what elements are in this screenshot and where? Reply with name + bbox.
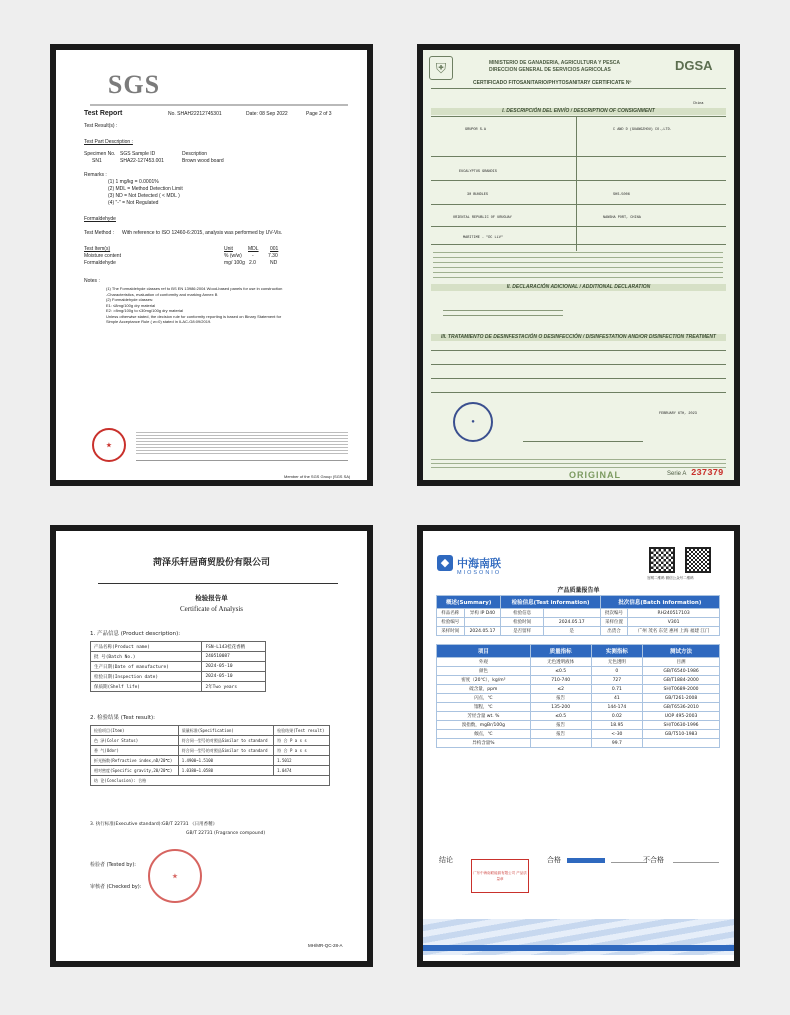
report-number: No. SHAH22212745301 (168, 111, 222, 117)
quality-report-sheet (423, 531, 734, 961)
th-mdl: MDL (248, 246, 259, 252)
remark-4: (4) "-" = Not Regulated (108, 200, 159, 206)
th-001: 001 (270, 246, 279, 252)
executive-standard-en: GB/T 22731 (Fragrance compound) (186, 831, 266, 836)
coa-subtitle: Certificate of Analysis (180, 605, 243, 613)
to-organization: China (693, 102, 704, 106)
conclusion-label: 结论 (439, 856, 453, 864)
th-unit: Unit (224, 246, 233, 252)
dgsa-logo: DGSA (675, 58, 713, 73)
remark-2: (2) MDL = Method Detection Limit (108, 186, 183, 192)
result-row: 芳烃含量 wt. % ≤0.5 0.02 UOP 495-2003 (437, 712, 720, 721)
note-6: Unless otherwise stated, the decision rule for conformity reporting is based on Binary Statement for (106, 313, 282, 319)
info-row: 检验日期(Inspection date) 2024-05-10 (91, 672, 266, 682)
section-product-description: 1. 产品信息 (Product description): (90, 631, 181, 637)
test-method-text: With reference to ISO 12460-6:2015, analysis was performed by UV-Vis. (122, 230, 283, 236)
issue-date: FEBRUARY 6TH, 2023 (659, 412, 697, 416)
sample-id-value: SHA22-127453.001 (120, 158, 164, 164)
remarks-label: Remarks : (84, 172, 107, 178)
fine-print-block (136, 430, 348, 456)
distinguishing-marks: SHS-5006 (613, 193, 630, 197)
remark-1: (1) 1 mg/kg = 0.0001% (108, 179, 159, 185)
results-label: Test Result(s) : (84, 123, 118, 129)
row-moisture-value: 7.30 (268, 253, 278, 259)
plant-name: EUCALYPTUS GRANDIS (459, 170, 497, 174)
row-formaldehyde-item: Formaldehyde (84, 260, 116, 266)
executive-standard: 3. 执行标准(Executive standard):GB/T 22731 《日用香精》 (90, 822, 218, 827)
point-of-entry: NANSHA PORT, CHINA (603, 216, 641, 220)
result-row: 异构含量% 99.7 (437, 739, 720, 748)
info-row: 保质期(Shelf life) 2年Two years (91, 682, 266, 692)
sgs-report-sheet (56, 50, 367, 480)
official-blue-stamp: ● (453, 402, 493, 442)
row-moisture-item: Moisture content (84, 253, 121, 259)
additional-declaration-text (443, 306, 563, 316)
row-formaldehyde-value: ND (270, 260, 278, 266)
col-sample-id: SGS Sample ID (120, 151, 156, 157)
remark-3: (3) ND = Not Detected ( < MDL ) (108, 193, 180, 199)
pass-underline (611, 862, 647, 863)
sgs-report-frame (50, 44, 373, 486)
result-row: 密度（20℃），kg/m³ 710-740 727 GB/T1884-2000 (437, 676, 720, 685)
ministry-name: MINISTERIO DE GANADERIA, AGRICULTURA Y PESCA (489, 60, 621, 66)
phyto-cert-sheet (423, 50, 734, 480)
result-row: 折光指数(Refractive index,nD/20℃) 1.4900~1.5100 1.5012 (91, 756, 330, 766)
summary-header-row: 概述(Summary) 检验信息(Test information) 批次信息(Batch information) (437, 596, 720, 609)
company-name: 菏泽乐轩居商贸股份有限公司 (152, 558, 270, 568)
brand-name-en: MIOSONIO (457, 570, 502, 576)
direction-name: DIRECCION GENERAL DE SERVICIOS AGRICOLAS (489, 67, 611, 73)
serial-number: 237379 (691, 468, 724, 478)
zhonghai-logo-icon: ◆ (437, 555, 453, 571)
info-row: 产品名称(Product name) FSN-L143桂花香精 (91, 642, 266, 652)
serie-label: Serie A (667, 471, 687, 477)
note-1: (1) The Formaldehyde classes ref to BS EN 13986:2004 Wood-based panels for use in construction (106, 286, 283, 291)
quality-seal-stamp: 广东中海南联能源有限公司 产品质量章 (471, 859, 529, 893)
quality-table-wrapper (436, 595, 720, 748)
test-method-label: Test Method : (84, 230, 115, 236)
place-of-origin: ORIENTAL REPUBLIC OF URUGUAY (453, 216, 512, 220)
company-red-seal: ★ (148, 849, 202, 903)
disclaimer-text (431, 456, 726, 468)
info-row: 生产日期(Date of manufacture) 2024-05-10 (91, 662, 266, 672)
part-description-label: Test Part Description : (84, 139, 133, 145)
row-moisture-unit: % (w/w) (224, 253, 242, 259)
sgs-logo: SGS (107, 70, 161, 99)
pass-label: 合格 (547, 856, 561, 864)
header-rule (98, 583, 338, 584)
footer-rule (136, 460, 348, 461)
result-row: 外观 无色透明液体 无色透明 目测 (437, 658, 720, 667)
exporter-name: GRUPOR S.A (465, 128, 487, 132)
uruguay-coat-of-arms-icon: ⛨ (429, 56, 453, 80)
note-4: E1: ≤8mg/100g dry material (106, 302, 156, 308)
sgs-logo-rule (90, 104, 348, 106)
note-5: E2: >8mg/100g to ≤30mg/100g dry material (106, 308, 184, 313)
note-3: (2) Formaldehyde classes: (106, 297, 154, 302)
result-row: 香 气(Odor) 符合同一型号的对照品Similar to standard 符 合 P a s s (91, 746, 330, 756)
section-consignment: I. DESCRIPCIÓN DEL ENVÍO / DESCRIPTION OF CONSIGNMENT (431, 108, 726, 115)
coa-sheet (56, 531, 367, 961)
conclusion-row: 结 论(Conclusion): 合格 (91, 776, 330, 786)
result-header-row: 检验项目(Item) 质量标准(Specification) 检验结果(Test result) (91, 726, 330, 736)
website-qr-code (649, 547, 675, 573)
qr-captions: 官网二维码 微信公众号二维码 (647, 576, 694, 580)
row-formaldehyde-unit: mg/ 100g (224, 260, 245, 266)
row-moisture-mdl: - (252, 253, 254, 259)
pass-mark-bar (567, 858, 605, 863)
consignee-name: C AND D (GUANGZHOU) CO.,LTD. (613, 128, 672, 132)
specimen-value: SN1 (92, 158, 102, 164)
result-row: 硫含量，ppm ≤2 0.71 SH/T0689-2000 (437, 685, 720, 694)
result-row: 相对密度(Specific gravity,20/20℃) 1.0380~1.0580 1.0474 (91, 766, 330, 776)
fail-label: 不合格 (643, 856, 664, 864)
result-row: 颜色 ≤0.5 0 GB/T6540-1986 (437, 667, 720, 676)
result-row: 闪点，℃ 报告 41 GB/T261-2008 (437, 694, 720, 703)
quality-report-frame (417, 525, 740, 967)
means-of-conveyance: MARITIME - "DC LLV" (463, 236, 503, 240)
info-row: 采样时间 2024.05.17 是否留样 是 出货合 广州 茂名 东莞 惠州 上海 福建 江门 (437, 627, 720, 636)
phyto-cert-frame (417, 44, 740, 486)
coa-frame (50, 525, 373, 967)
section-treatment: III. TRATAMIENTO DE DESINFESTACIÓN O DESINFECCIÓN / DISINFESTATION AND/OR DISINFECTION TREATMENT (431, 334, 726, 341)
notes-label: Notes : (84, 278, 100, 284)
brand-name-cn: 中海南联 (457, 557, 501, 570)
column-divider (576, 116, 577, 251)
section-additional-declaration: II. DECLARACIÓN ADICIONAL / ADDITIONAL DECLARATION (431, 284, 726, 291)
declaration-text (433, 248, 723, 280)
original-label: ORIGINAL (569, 470, 621, 480)
section-formaldehyde: Formaldehyde (84, 216, 116, 222)
report-title-cn: 产品质量报告单 (557, 587, 600, 594)
notes-list (106, 286, 351, 325)
note-7: Simple Acceptance Rule ( w=0) stated in ILAC-G8:09/2019. (106, 319, 212, 324)
result-row: 倾点，℃ 报告 <-30 GB/T510-1983 (437, 730, 720, 739)
section-test-result: 2. 检验结果 (Test result): (90, 715, 156, 721)
th-test-item: Test Item(s) (84, 246, 111, 252)
signature-line (523, 422, 643, 442)
sgs-red-stamp: ★ (92, 428, 126, 462)
quality-results-table (436, 644, 720, 748)
wechat-qr-code (685, 547, 711, 573)
result-row: 色 泽(Color Status) 符合同一型号的对照品Similar to standard 符 合 P a s s (91, 736, 330, 746)
sgs-footer: Member of the SGS Group (SGS SA) (284, 474, 351, 479)
row-formaldehyde-mdl: 2.0 (249, 260, 256, 266)
description-value: Brown wood board (182, 158, 224, 164)
info-row: 批 号(Batch No.) 240510087 (91, 652, 266, 662)
col-specimen: Specimen No. (84, 151, 116, 157)
note-2: -Characteristics, evaluation of conformity and marking Annex B (106, 291, 218, 297)
product-info-table (90, 641, 266, 692)
form-code: MH/MR-QC-28-A (308, 943, 343, 948)
results-header-row: 项目 质量指标 实测指标 测试方法 (437, 645, 720, 658)
info-row: 检验编号 检验时间 2024.05.17 采样位置 V301 (437, 618, 720, 627)
report-page: Page 2 of 3 (306, 111, 332, 117)
result-row: 馏程，℃ 135-200 144-174 GB/T6536-2010 (437, 703, 720, 712)
result-row: 溴指数，mgBr/100g 报告 18.95 SH/T0630-1996 (437, 721, 720, 730)
coa-title: 检验报告单 (195, 594, 228, 602)
test-result-table (90, 725, 330, 786)
certificate-title: CERTIFICADO FITOSANITARIO/PHYTOSANITARY CERTIFICATE Nº (473, 80, 632, 86)
footer-blue-band (423, 945, 734, 951)
report-title: Test Report (84, 110, 123, 117)
summary-info-table (436, 595, 720, 636)
col-description: Description (182, 151, 208, 157)
package-count: 30 BUNDLES (467, 193, 489, 197)
info-row: 样品名称 异构 IP D40 检验信息 批次编号 RH240517103 (437, 609, 720, 618)
fail-underline (673, 862, 719, 863)
checked-by-label: 审核者 (Checked by): (90, 884, 142, 890)
report-date: Date: 08 Sep 2022 (246, 111, 288, 117)
tested-by-label: 检验者 (Tested by): (90, 862, 136, 868)
